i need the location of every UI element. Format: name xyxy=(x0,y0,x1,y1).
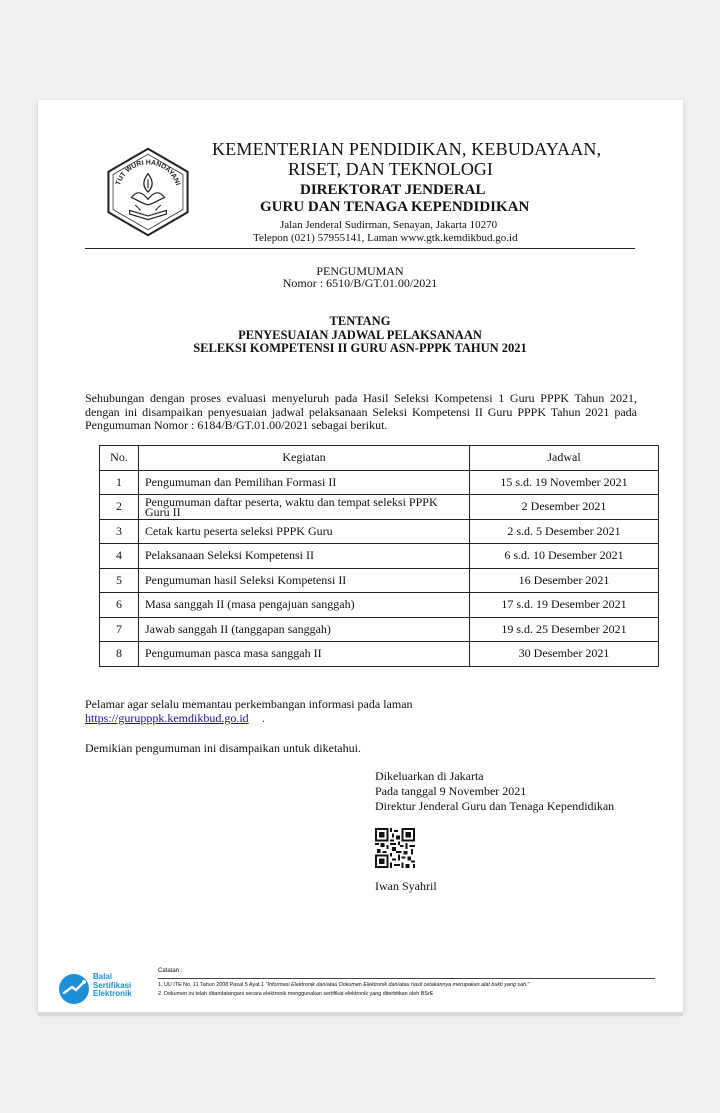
row-schedule: 17 s.d. 19 Desember 2021 xyxy=(470,593,659,618)
announcement-label: PENGUMUMAN xyxy=(316,264,404,278)
bsre-logo-icon xyxy=(58,973,90,1005)
row-activity: Pengumuman pasca masa sanggah II xyxy=(139,642,470,667)
table-row xyxy=(100,593,659,618)
signature-qr-code xyxy=(375,828,415,868)
row-number: 4 xyxy=(100,544,139,569)
tut-wuri-handayani-logo xyxy=(102,146,194,238)
row-schedule: 2 Desember 2021 xyxy=(470,495,659,520)
signatory-position: Direktur Jenderal Guru dan Tenaga Kependidikan xyxy=(375,799,615,813)
footnote-label: Catatan : xyxy=(158,968,183,974)
table-row xyxy=(100,568,659,593)
recruitment-website-link[interactable]: https://gurupppk.kemdikbud.go.id xyxy=(85,711,249,725)
letterhead-divider xyxy=(85,248,635,249)
header-no: No. xyxy=(100,446,139,471)
row-activity: Cetak kartu peserta seleksi PPPK Guru xyxy=(139,519,470,544)
row-number: 7 xyxy=(100,617,139,642)
bsre-wordmark xyxy=(93,973,132,999)
page-bottom-edge xyxy=(38,1012,683,1016)
signatory-name: Iwan Syahril xyxy=(375,879,437,893)
announcement-title-line2: SELEKSI KOMPETENSI II GURU ASN-PPPK TAHUN 2021 xyxy=(193,341,527,355)
issued-place: Dikeluarkan di Jakarta xyxy=(375,769,484,783)
link-period: . xyxy=(262,711,265,725)
bsre-wordmark-line1: Balai xyxy=(93,972,113,981)
announcement-title-line1: PENYESUAIAN JADWAL PELAKSANAAN xyxy=(238,328,482,342)
header-kegiatan: Kegiatan xyxy=(139,446,470,471)
row-schedule: 30 Desember 2021 xyxy=(470,642,659,667)
letterhead-contact: Telepon (021) 57955141, Laman www.gtk.kemdikbud.go.id xyxy=(253,232,518,244)
row-activity: Pengumuman dan Pemilihan Formasi II xyxy=(139,470,470,495)
table-header-row xyxy=(100,446,659,471)
footnote-divider xyxy=(158,978,655,979)
footnote-1-suffix: " xyxy=(527,982,530,988)
letterhead-address: Jalan Jenderal Sudirman, Senayan, Jakarta 10270 xyxy=(280,219,498,231)
issued-date: Pada tanggal 9 November 2021 xyxy=(375,784,527,798)
bsre-wordmark-line2: Sertifikasi xyxy=(93,980,132,990)
table-row xyxy=(100,495,659,520)
row-number: 8 xyxy=(100,642,139,667)
bsre-wordmark-line3: Elektronik xyxy=(93,989,132,998)
row-number: 2 xyxy=(100,495,139,520)
table-row xyxy=(100,544,659,569)
row-schedule: 6 s.d. 10 Desember 2021 xyxy=(470,544,659,569)
row-number: 3 xyxy=(100,519,139,544)
table-row xyxy=(100,617,659,642)
row-activity: Pelaksanaan Seleksi Kompetensi II xyxy=(139,544,470,569)
footnote-2: 2. Dokumen ini telah ditandatangani secara elektronik menggunakan sertifikat elektronik yang diterbitkan oleh BSrE xyxy=(158,991,434,997)
announcement-number: Nomor : 6510/B/GT.01.00/2021 xyxy=(282,276,438,290)
footnote-1-quote: Informasi Elektronik dan/atau Dokumen Elektronik dan/atau hasil cetakannya merupakan alat bukti yang sah. xyxy=(267,982,528,988)
footnote-1-prefix: 1. UU ITE No. 11 Tahun 2008 Pasal 5 Ayat 1 " xyxy=(158,982,268,988)
footnote-1 xyxy=(158,982,530,988)
row-number: 5 xyxy=(100,568,139,593)
row-number: 1 xyxy=(100,470,139,495)
table-row xyxy=(100,519,659,544)
table-row xyxy=(100,642,659,667)
intro-paragraph: Sehubungan dengan proses evaluasi menyeluruh pada Hasil Seleksi Kompetensi 1 Guru PPPK Tahun 2021, dengan ini disampaikan penyesuaian jadwal pelaksanaan Seleksi Kompetensi II Guru PPPK Tahun 2021 pada Pengumuman Nomor : 6184/B/GT.01.00/2021 sebagai berikut. xyxy=(85,391,637,432)
directorate-name-line1: DIREKTORAT JENDERAL xyxy=(300,182,486,198)
ministry-name-line1: KEMENTERIAN PENDIDIKAN, KEBUDAYAAN, xyxy=(212,139,602,159)
row-schedule: 19 s.d. 25 Desember 2021 xyxy=(470,617,659,642)
row-activity: Pengumuman hasil Seleksi Kompetensi II xyxy=(139,568,470,593)
monitoring-note: Pelamar agar selalu memantau perkembangan informasi pada laman xyxy=(85,697,413,711)
ministry-name-line2: RISET, DAN TEKNOLOGI xyxy=(288,159,493,179)
announcement-about: TENTANG xyxy=(329,314,391,328)
closing-statement: Demikian pengumuman ini disampaikan untuk diketahui. xyxy=(85,741,361,755)
row-schedule: 16 Desember 2021 xyxy=(470,568,659,593)
row-activity: Masa sanggah II (masa pengajuan sanggah) xyxy=(139,593,470,618)
row-schedule: 2 s.d. 5 Desember 2021 xyxy=(470,519,659,544)
table-row xyxy=(100,470,659,495)
directorate-name-line2: GURU DAN TENAGA KEPENDIDIKAN xyxy=(260,199,530,215)
row-number: 6 xyxy=(100,593,139,618)
row-activity: Pengumuman daftar peserta, waktu dan tempat seleksi PPPK Guru II xyxy=(139,495,470,520)
row-activity: Jawab sanggah II (tanggapan sanggah) xyxy=(139,617,470,642)
header-jadwal: Jadwal xyxy=(470,446,659,471)
logo-motto: TUT WURI HANDAYANI xyxy=(114,159,182,187)
schedule-table xyxy=(99,445,659,667)
row-schedule: 15 s.d. 19 November 2021 xyxy=(470,470,659,495)
